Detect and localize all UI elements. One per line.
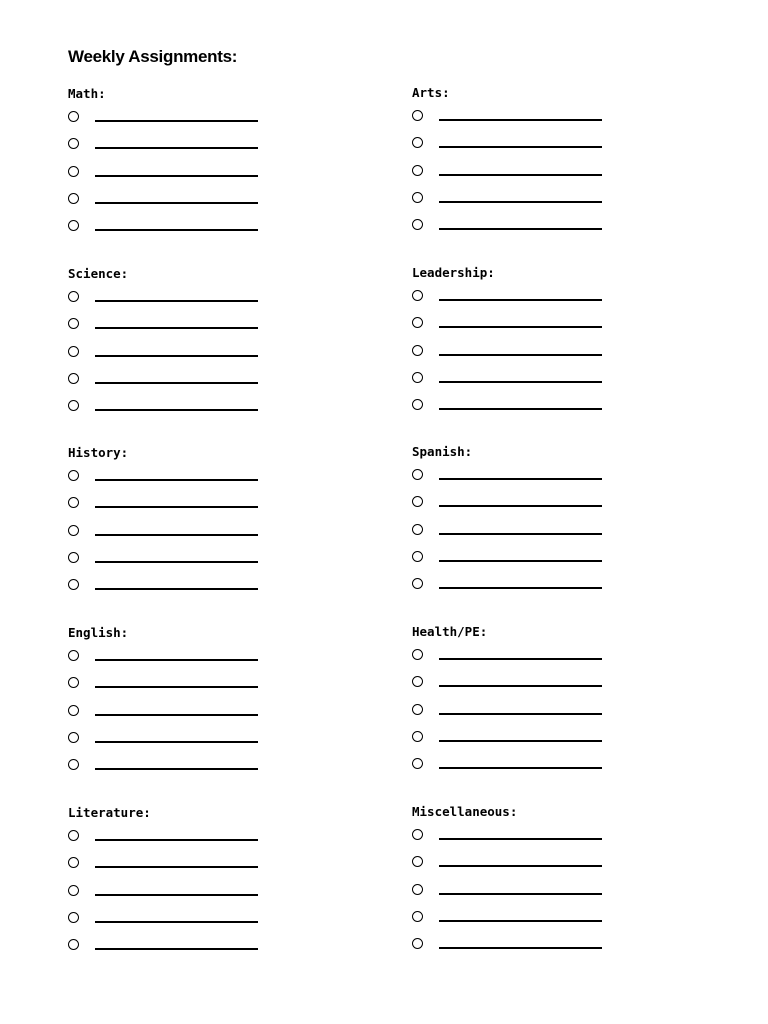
section-science [68,266,288,427]
write-in-line[interactable] [439,947,602,949]
write-in-line[interactable] [95,921,258,923]
write-in-line[interactable] [439,587,602,589]
checkbox-circle[interactable] [412,676,423,687]
section-math [68,86,288,247]
checkbox-circle[interactable] [412,758,423,769]
assignment-row [412,372,632,399]
assignment-row [412,731,632,758]
write-in-line[interactable] [439,920,602,922]
write-in-line[interactable] [95,147,258,149]
checkbox-circle[interactable] [412,317,423,328]
section-leadership [412,265,632,426]
section-label: Science: [68,266,129,281]
assignment-row [68,912,288,939]
assignment-row [412,219,632,246]
checkbox-circle[interactable] [68,291,79,302]
checkbox-circle[interactable] [412,704,423,715]
assignment-row [412,192,632,219]
write-in-line[interactable] [95,327,258,329]
assignment-row [68,318,288,345]
write-in-line[interactable] [95,659,258,661]
assignment-row [68,650,288,677]
write-in-line[interactable] [95,120,258,122]
checkbox-circle[interactable] [68,318,79,329]
assignment-row [68,830,288,857]
assignment-row [68,885,288,912]
section-label: English: [68,625,129,640]
write-in-line[interactable] [95,409,258,411]
write-in-line[interactable] [439,174,602,176]
assignment-row [68,138,288,165]
assignment-row [412,676,632,703]
checkbox-circle[interactable] [68,525,79,536]
checkbox-circle[interactable] [68,220,79,231]
write-in-line[interactable] [95,175,258,177]
assignment-row [68,579,288,606]
assignment-row [68,346,288,373]
write-in-line[interactable] [439,685,602,687]
checkbox-circle[interactable] [68,857,79,868]
write-in-line[interactable] [95,839,258,841]
checkbox-circle[interactable] [412,290,423,301]
write-in-line[interactable] [95,948,258,950]
assignment-row [412,551,632,578]
checkbox-circle[interactable] [68,138,79,149]
write-in-line[interactable] [95,202,258,204]
section-label: History: [68,445,129,460]
checkbox-circle[interactable] [412,911,423,922]
write-in-line[interactable] [95,686,258,688]
section-miscellaneous [412,804,632,965]
section-english [68,625,288,786]
section-label: Leadership: [412,265,495,280]
section-spanish [412,444,632,605]
section-label: Literature: [68,805,151,820]
checkbox-circle[interactable] [412,578,423,589]
write-in-line[interactable] [439,740,602,742]
assignment-row [412,110,632,137]
assignment-row [68,220,288,247]
assignment-row [68,857,288,884]
section-label: Health/PE: [412,624,488,639]
section-label: Math: [68,86,106,101]
assignment-row [412,829,632,856]
write-in-line[interactable] [95,355,258,357]
checkbox-circle[interactable] [68,552,79,563]
write-in-line[interactable] [439,838,602,840]
checkbox-circle[interactable] [412,469,423,480]
section-healthpe [412,624,632,785]
assignment-row [68,677,288,704]
section-arts [412,85,632,246]
write-in-line[interactable] [95,741,258,743]
checkbox-circle[interactable] [412,110,423,121]
assignment-row [68,705,288,732]
checkbox-circle[interactable] [412,884,423,895]
section-label: Miscellaneous: [412,804,518,819]
checkbox-circle[interactable] [68,470,79,481]
checkbox-circle[interactable] [412,372,423,383]
checkbox-circle[interactable] [412,345,423,356]
checkbox-circle[interactable] [412,731,423,742]
assignment-row [412,856,632,883]
checkbox-circle[interactable] [68,497,79,508]
checkbox-circle[interactable] [68,885,79,896]
checkbox-circle[interactable] [412,496,423,507]
checkbox-circle[interactable] [412,165,423,176]
write-in-line[interactable] [95,300,258,302]
checkbox-circle[interactable] [412,219,423,230]
write-in-line[interactable] [439,381,602,383]
assignment-row [68,400,288,427]
write-in-line[interactable] [439,893,602,895]
section-label: Spanish: [412,444,473,459]
assignment-row [412,938,632,965]
write-in-line[interactable] [95,229,258,231]
checkbox-circle[interactable] [412,399,423,410]
assignment-row [68,497,288,524]
write-in-line[interactable] [439,119,602,121]
section-label: Arts: [412,85,450,100]
write-in-line[interactable] [439,354,602,356]
section-history [68,445,288,606]
checkbox-circle[interactable] [68,939,79,950]
checkbox-circle[interactable] [68,400,79,411]
write-in-line[interactable] [439,658,602,660]
write-in-line[interactable] [95,894,258,896]
write-in-line[interactable] [95,382,258,384]
checkbox-circle[interactable] [68,111,79,122]
assignment-row [412,165,632,192]
assignment-row [412,290,632,317]
checkbox-circle[interactable] [412,649,423,660]
checkbox-circle[interactable] [412,829,423,840]
write-in-line[interactable] [95,561,258,563]
checkbox-circle[interactable] [68,705,79,716]
checkbox-circle[interactable] [412,524,423,535]
assignment-row [68,470,288,497]
write-in-line[interactable] [95,768,258,770]
write-in-line[interactable] [439,533,602,535]
write-in-line[interactable] [439,478,602,480]
write-in-line[interactable] [95,714,258,716]
assignment-row [412,578,632,605]
checkbox-circle[interactable] [68,193,79,204]
checkbox-circle[interactable] [68,650,79,661]
write-in-line[interactable] [95,588,258,590]
assignment-row [412,649,632,676]
write-in-line[interactable] [439,408,602,410]
checkbox-circle[interactable] [68,759,79,770]
write-in-line[interactable] [439,505,602,507]
assignment-row [68,525,288,552]
checkbox-circle[interactable] [68,732,79,743]
write-in-line[interactable] [439,560,602,562]
assignment-row [68,166,288,193]
assignment-row [412,911,632,938]
assignment-row [68,291,288,318]
assignment-row [412,469,632,496]
assignment-row [412,884,632,911]
assignment-row [68,759,288,786]
assignment-row [68,111,288,138]
checkbox-circle[interactable] [68,579,79,590]
assignment-row [68,732,288,759]
write-in-line[interactable] [95,506,258,508]
write-in-line[interactable] [439,299,602,301]
assignment-row [412,524,632,551]
assignment-row [68,193,288,220]
checkbox-circle[interactable] [68,346,79,357]
checkbox-circle[interactable] [68,830,79,841]
checkbox-circle[interactable] [68,912,79,923]
assignment-row [68,939,288,966]
assignment-row [412,137,632,164]
write-in-line[interactable] [439,767,602,769]
assignment-row [412,399,632,426]
checkbox-circle[interactable] [412,192,423,203]
page-title: Weekly Assignments: [68,47,238,66]
assignment-row [412,345,632,372]
write-in-line[interactable] [439,146,602,148]
checkbox-circle[interactable] [412,551,423,562]
write-in-line[interactable] [439,326,602,328]
checkbox-circle[interactable] [68,677,79,688]
write-in-line[interactable] [95,866,258,868]
checkbox-circle[interactable] [412,938,423,949]
section-literature [68,805,288,966]
assignment-row [412,496,632,523]
checkbox-circle[interactable] [412,856,423,867]
assignment-row [412,758,632,785]
assignment-row [68,373,288,400]
write-in-line[interactable] [95,479,258,481]
write-in-line[interactable] [95,534,258,536]
checkbox-circle[interactable] [68,373,79,384]
write-in-line[interactable] [439,201,602,203]
checkbox-circle[interactable] [68,166,79,177]
assignment-row [412,704,632,731]
write-in-line[interactable] [439,865,602,867]
assignment-row [412,317,632,344]
write-in-line[interactable] [439,228,602,230]
write-in-line[interactable] [439,713,602,715]
checkbox-circle[interactable] [412,137,423,148]
assignment-row [68,552,288,579]
